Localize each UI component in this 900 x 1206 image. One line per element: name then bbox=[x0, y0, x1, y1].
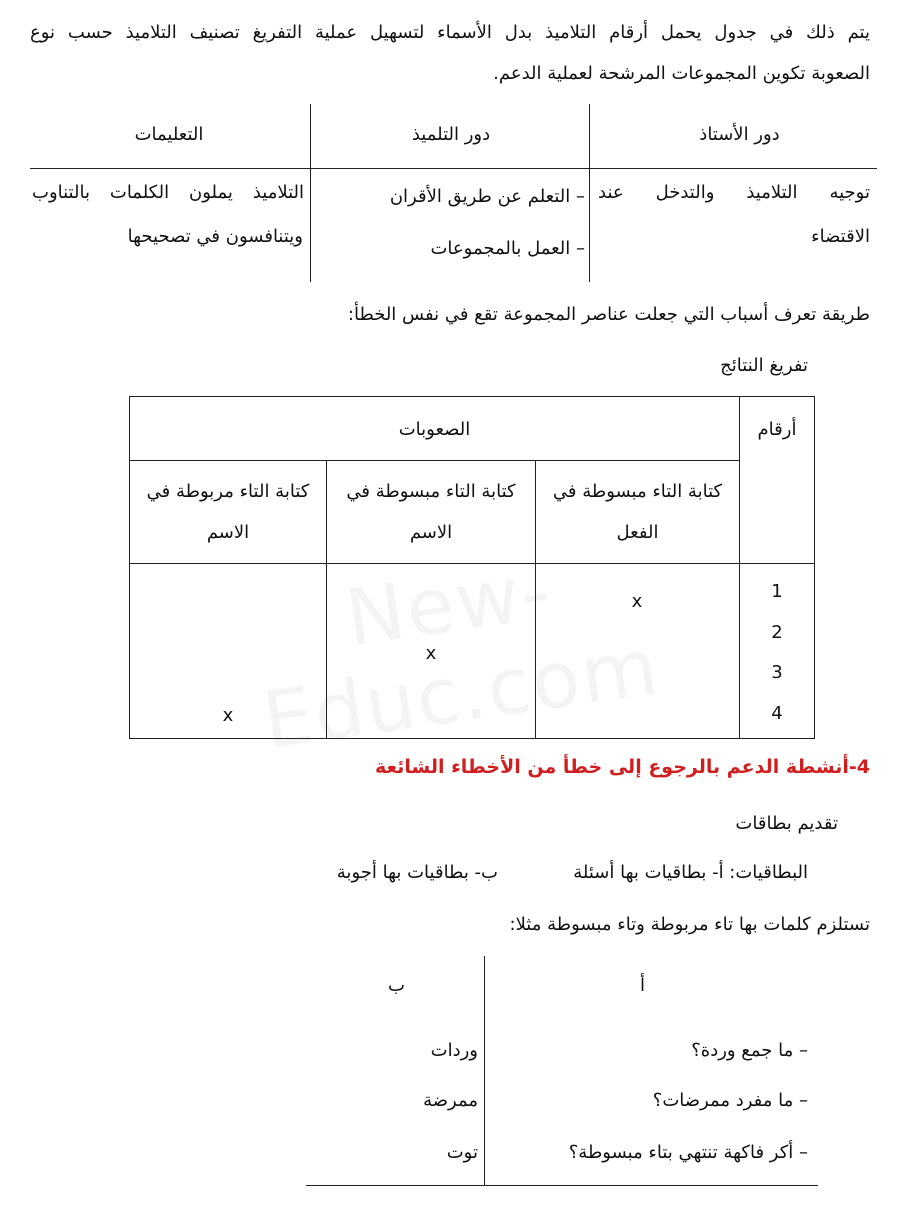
qa-question-1: – ما جمع وردة؟ bbox=[691, 1040, 808, 1061]
header-student-role: دور التلميذ bbox=[411, 124, 491, 145]
mark-noun-tied-taa: x bbox=[222, 705, 234, 726]
roles-table-divider-1 bbox=[589, 104, 590, 282]
intro-line-2: الصعوبة تكوين المجموعات المرشحة لعملية الدعم. bbox=[493, 63, 870, 84]
section-4-title: 4-أنشطة الدعم بالرجوع إلى خطأ من الأخطاء الشائعة bbox=[374, 756, 870, 778]
difficulties-header: الصعوبات bbox=[398, 419, 471, 440]
student-number-4: 4 bbox=[771, 703, 783, 724]
col-noun-open-taa-line-2: الاسم bbox=[409, 522, 453, 543]
col-noun-tied-taa-line-1: كتابة التاء مربوطة في bbox=[146, 481, 310, 502]
qa-header-b: ب bbox=[388, 975, 405, 996]
qa-answer-2: ممرضة bbox=[423, 1090, 478, 1111]
header-teacher-role: دور الأستاذ bbox=[699, 124, 780, 145]
results-body-divider bbox=[130, 563, 814, 564]
qa-column-divider bbox=[484, 956, 485, 1186]
intro-line-1: يتم ذلك في جدول يحمل أرقام التلاميذ بدل الأسماء لتسهيل عملية التفريغ تصنيف التلاميذ حسب نوع bbox=[30, 22, 870, 43]
qa-question-2: – ما مفرد ممرضات؟ bbox=[652, 1090, 808, 1111]
cards-line-b: ب- بطاقيات بها أجوبة bbox=[336, 862, 498, 883]
col-noun-tied-taa-line-2: الاسم bbox=[206, 522, 250, 543]
requires-text: تستلزم كلمات بها تاء مربوطة وتاء مبسوطة مثلا: bbox=[509, 914, 870, 935]
numbers-header: أرقام bbox=[757, 419, 797, 440]
student-role-item-2: – العمل بالمجموعات bbox=[430, 238, 585, 259]
col-noun-open-taa-line-1: كتابة التاء مبسوطة في bbox=[346, 481, 516, 502]
roles-table bbox=[30, 104, 877, 282]
results-header-divider bbox=[130, 460, 739, 461]
student-role-item-1: – التعلم عن طريق الأقران bbox=[389, 186, 585, 207]
instructions-line-2: ويتنافسون في تصحيحها bbox=[127, 226, 303, 247]
qa-answer-1: وردات bbox=[430, 1040, 478, 1061]
header-instructions: التعليمات bbox=[134, 124, 204, 145]
mark-noun-open-taa: x bbox=[425, 643, 437, 664]
results-label: تفريغ النتائج bbox=[720, 355, 808, 376]
teacher-role-line-1: توجيه التلاميذ والتدخل عند bbox=[598, 182, 870, 203]
mark-verb-open-taa: x bbox=[631, 591, 643, 612]
qa-header-a: أ bbox=[640, 975, 646, 996]
qa-bottom-line bbox=[306, 1185, 818, 1186]
student-number-1: 1 bbox=[771, 581, 783, 602]
instructions-line-1: التلاميذ يملون الكلمات بالتناوب bbox=[32, 182, 304, 203]
student-number-2: 2 bbox=[771, 622, 783, 643]
qa-question-3: – أكر فاكهة تنتهي بتاء مبسوطة؟ bbox=[568, 1142, 808, 1163]
method-text: طريقة تعرف أسباب التي جعلت عناصر المجموعة تقع في نفس الخطأ: bbox=[347, 304, 870, 325]
col-verb-open-taa-line-2: الفعل bbox=[616, 522, 659, 543]
student-number-3: 3 bbox=[771, 662, 783, 683]
cards-line-a: البطاقيات: أ- بطاقيات بها أسئلة bbox=[573, 862, 808, 883]
cards-intro: تقديم بطاقات bbox=[735, 813, 838, 834]
col-verb-open-taa-line-1: كتابة التاء مبسوطة في bbox=[552, 481, 723, 502]
roles-table-divider-2 bbox=[310, 104, 311, 282]
teacher-role-line-2: الاقتضاء bbox=[811, 226, 870, 247]
results-table bbox=[129, 396, 815, 739]
qa-answer-3: توت bbox=[446, 1142, 478, 1163]
roles-table-header-divider bbox=[30, 168, 877, 169]
